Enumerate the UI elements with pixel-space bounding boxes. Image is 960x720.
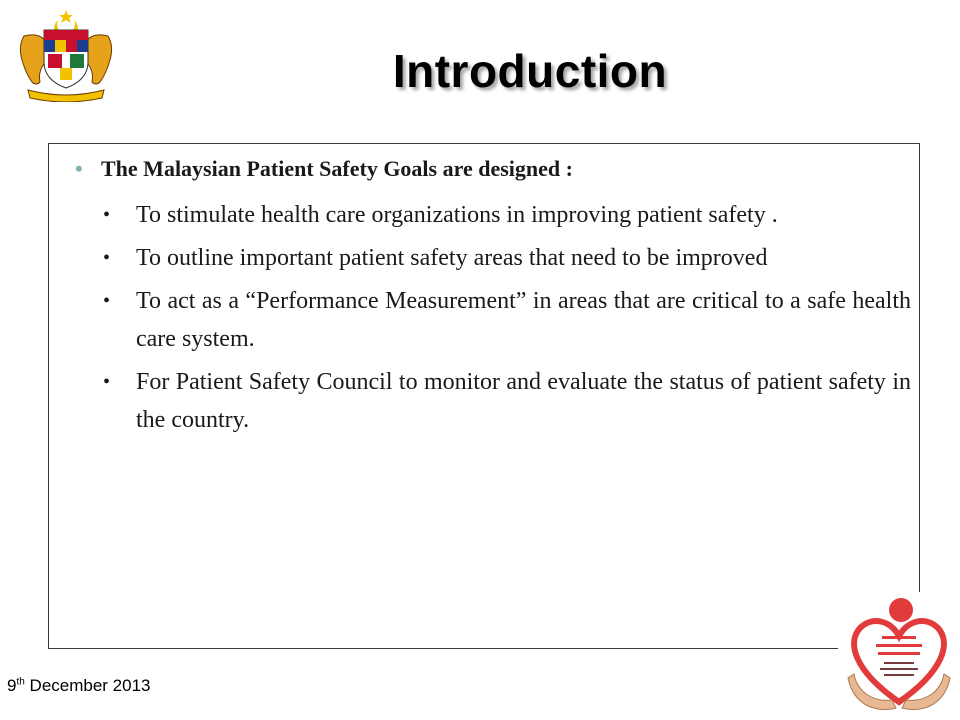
list-item-bullet: • [103, 247, 111, 269]
list-item-text: To outline important patient safety areas that need to be improved [136, 245, 768, 271]
content-box [48, 143, 920, 649]
list-item [103, 239, 911, 277]
footer-date [7, 676, 151, 696]
goals-list [103, 196, 911, 444]
patient-safety-council-logo-icon [838, 592, 960, 720]
list-item-bullet: • [103, 204, 111, 226]
list-item [103, 282, 911, 358]
list-item-bullet: • [103, 371, 111, 393]
footer-date-day: 9 [7, 676, 17, 695]
list-item-text: To stimulate health care organizations in improving patient safety . [136, 202, 778, 228]
list-item-bullet: • [103, 290, 111, 312]
footer-date-rest: December 2013 [24, 676, 151, 695]
list-item [103, 363, 911, 439]
footer-date-suffix: th [16, 676, 25, 688]
page-number: 2 [895, 676, 904, 693]
lead-bullet-item [75, 156, 573, 182]
lead-bullet-text: The Malaysian Patient Safety Goals are designed : [101, 156, 573, 181]
lead-bullet-marker: • [75, 156, 83, 181]
slide-title: Introduction [392, 45, 668, 97]
list-item-text: For Patient Safety Council to monitor and evaluate the status of patient safety in the country. [136, 369, 911, 433]
list-item-text: To act as a “Performance Measurement” in areas that are critical to a safe health care system. [136, 288, 911, 352]
list-item [103, 196, 911, 234]
